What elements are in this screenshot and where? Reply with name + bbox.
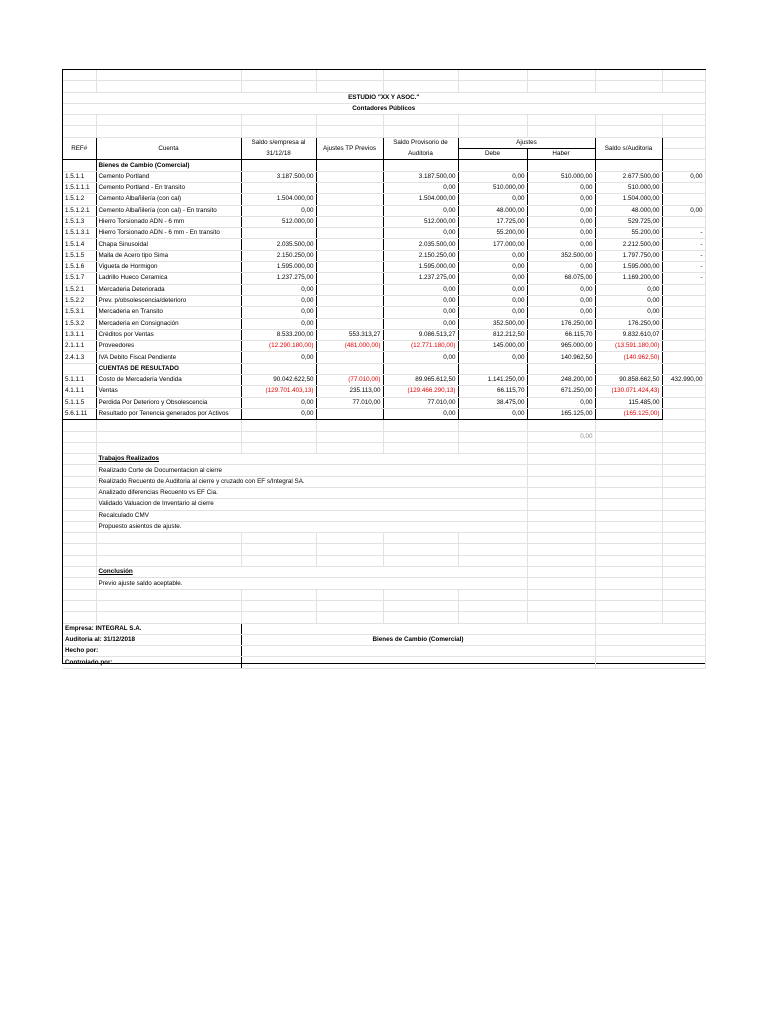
cell-sa: 48.000,00 (595, 205, 662, 216)
cell-debe: 0,00 (458, 273, 527, 284)
cell-ref: 1.5.3.1 (63, 307, 96, 318)
cell-sa: (165.125,00) (595, 408, 662, 419)
cell-cuenta: Ventas (96, 386, 241, 397)
cell-cuenta: Chapa Sinusoidal (96, 239, 241, 250)
cell-se: 0,00 (241, 352, 316, 363)
cell-sp (383, 363, 458, 374)
cell-x (662, 295, 705, 306)
cell-ref: 1.5.1.7 (63, 273, 96, 284)
table-row (63, 352, 705, 363)
cell-sp: 2.035.500,00 (383, 239, 458, 250)
cell-debe: 0,00 (458, 352, 527, 363)
cell-ref: 1.5.1.4 (63, 239, 96, 250)
cell-tp (316, 363, 383, 374)
table-row (63, 307, 705, 318)
cell-x (662, 341, 705, 352)
cell-se: 0,00 (241, 307, 316, 318)
cell-x (662, 160, 705, 171)
cell-tp (316, 262, 383, 273)
col-saldo-prov-2: Auditoria (383, 149, 458, 160)
studio-subtitle: Contadores Públicos (63, 103, 705, 114)
cell-x (662, 397, 705, 408)
cell-haber: 510.000,00 (527, 171, 595, 182)
cell-sa: 1.504.000,00 (595, 194, 662, 205)
cell-se: 8.533.200,00 (241, 329, 316, 340)
cell-cuenta: Mercaderia en Transito (96, 307, 241, 318)
table-row (63, 273, 705, 284)
cell-ref: 1.5.1.1.1 (63, 182, 96, 193)
cell-cuenta: Perdida Por Deterioro y Obsolescencia (96, 397, 241, 408)
cell-ref: 1.5.2.2 (63, 295, 96, 306)
cell-se: 2.035.500,00 (241, 239, 316, 250)
cell-debe: 48.000,00 (458, 205, 527, 216)
trabajo-item: Recalculado CMV (96, 510, 527, 521)
table-row (63, 205, 705, 216)
cell-tp (316, 194, 383, 205)
table-row (63, 239, 705, 250)
cell-tp (316, 250, 383, 261)
cell-ref: 2.1.1.1 (63, 341, 96, 352)
cell-haber (527, 160, 595, 171)
cell-sp (383, 160, 458, 171)
cell-sp: 1.595.000,00 (383, 262, 458, 273)
cell-ref: 1.5.1.2 (63, 194, 96, 205)
cell-ref: 4.1.1.1 (63, 386, 96, 397)
cell-sa: 1.797.750,00 (595, 250, 662, 261)
cell-tp: 235.113,00 (316, 386, 383, 397)
cell-sp: 0,00 (383, 284, 458, 295)
cell-debe: 352.500,00 (458, 318, 527, 329)
cell-cuenta: Vigueta de Hormigon (96, 262, 241, 273)
tiny-note: 0,00 (527, 431, 595, 442)
cell-debe: 66.115,70 (458, 386, 527, 397)
cell-tp (316, 284, 383, 295)
cell-tp (316, 239, 383, 250)
cell-x: - (662, 273, 705, 284)
cell-x: - (662, 250, 705, 261)
cell-x: - (662, 262, 705, 273)
cell-x: 432.990,00 (662, 375, 705, 386)
table-row (63, 341, 705, 352)
cell-haber: 165.125,00 (527, 408, 595, 419)
col-debe: Debe (458, 149, 527, 160)
cell-sa: 1.169.200,00 (595, 273, 662, 284)
table-row (63, 194, 705, 205)
cell-sp: 3.187.500,00 (383, 171, 458, 182)
cell-x: - (662, 228, 705, 239)
table-row (63, 182, 705, 193)
cell-cuenta: Hierro Torsionado ADN - 6 mm (96, 216, 241, 227)
cell-se: 0,00 (241, 295, 316, 306)
cell-sa: (140.962,50) (595, 352, 662, 363)
cell-x (662, 329, 705, 340)
cell-se: (129.701.403,13) (241, 386, 316, 397)
cell-tp (316, 205, 383, 216)
cell-haber: 0,00 (527, 262, 595, 273)
cell-tp (316, 307, 383, 318)
cell-sa: 0,00 (595, 284, 662, 295)
cell-haber: 0,00 (527, 194, 595, 205)
cell-cuenta: Mercaderia en Consignación (96, 318, 241, 329)
footer-controlado: Controlado por: (63, 657, 241, 668)
table-row (63, 284, 705, 295)
cell-ref: 2.4.1.3 (63, 352, 96, 363)
table-row (63, 386, 705, 397)
table-row (63, 228, 705, 239)
cell-ref: 5.1.1.5 (63, 397, 96, 408)
cell-sp: 0,00 (383, 228, 458, 239)
footer-auditoria: Auditoria al: 31/12/2018 (63, 634, 241, 645)
cell-se: 0,00 (241, 284, 316, 295)
cell-haber: 965.000,00 (527, 341, 595, 352)
cell-tp (316, 295, 383, 306)
cell-debe: 145.000,00 (458, 341, 527, 352)
cell-debe (458, 363, 527, 374)
studio-title: ESTUDIO "XX Y ASOC." (63, 92, 705, 103)
cell-se (241, 160, 316, 171)
cell-sa: 2.677.500,00 (595, 171, 662, 182)
cell-ref: 1.5.2.1 (63, 284, 96, 295)
cell-debe: 0,00 (458, 307, 527, 318)
cell-se: 0,00 (241, 318, 316, 329)
cell-sa: 0,00 (595, 295, 662, 306)
cell-haber: 0,00 (527, 182, 595, 193)
cell-sa: 115.485,00 (595, 397, 662, 408)
cell-haber: 671.250,00 (527, 386, 595, 397)
col-saldo-prov: Saldo Provisorio de (383, 137, 458, 148)
cell-haber: 0,00 (527, 216, 595, 227)
cell-ref: 1.5.1.2.1 (63, 205, 96, 216)
col-saldo-aud: Saldo s/Auditoria (595, 137, 662, 160)
cell-haber: 176.250,00 (527, 318, 595, 329)
footer-hecho: Hecho por: (63, 646, 241, 657)
col-cuenta: Cuenta (96, 137, 241, 160)
trabajo-item: Realizado Corte de Documentacion al cierre (96, 465, 527, 476)
cell-sp: (129.466.290,13) (383, 386, 458, 397)
cell-haber: 68.075,00 (527, 273, 595, 284)
cell-ref: 1.5.1.1 (63, 171, 96, 182)
cell-haber: 0,00 (527, 239, 595, 250)
cell-debe: 1.141.250,00 (458, 375, 527, 386)
cell-tp: (481.000,00) (316, 341, 383, 352)
cell-debe: 0,00 (458, 284, 527, 295)
cell-haber: 0,00 (527, 295, 595, 306)
trabajo-item: Realizado Recuento de Auditoria al cierre y cruzado con EF s/Integral SA. (96, 476, 527, 487)
cell-x (662, 408, 705, 419)
cell-x: 0,00 (662, 171, 705, 182)
col-saldo-empresa-date: 31/12/18 (241, 149, 316, 160)
cell-sp: 0,00 (383, 205, 458, 216)
cell-se (241, 363, 316, 374)
cell-se: 1.595.000,00 (241, 262, 316, 273)
cell-tp (316, 273, 383, 284)
cell-tp: 77.010,00 (316, 397, 383, 408)
cell-sp: 1.237.275,00 (383, 273, 458, 284)
cell-cuenta: Proveedores (96, 341, 241, 352)
col-haber: Haber (527, 149, 595, 160)
cell-tp (316, 216, 383, 227)
cell-tp (316, 352, 383, 363)
cell-sa: 2.212.500,00 (595, 239, 662, 250)
cell-cuenta: Cemento Albañilería (con cal) (96, 194, 241, 205)
cell-sa: 176.250,00 (595, 318, 662, 329)
cell-haber: 140.962,50 (527, 352, 595, 363)
trabajo-item: Propuesto asientos de ajuste. (96, 521, 527, 532)
cell-ref (63, 160, 96, 171)
cell-se: 1.237.275,00 (241, 273, 316, 284)
cell-sa: 9.832.610,07 (595, 329, 662, 340)
cell-ref: 1.5.1.6 (63, 262, 96, 273)
col-saldo-empresa: Saldo s/empresa al (241, 137, 316, 148)
cell-cuenta: Créditos por Ventas (96, 329, 241, 340)
cell-debe: 510.000,00 (458, 182, 527, 193)
cell-haber: 0,00 (527, 205, 595, 216)
cell-sp: 1.504.000,00 (383, 194, 458, 205)
cell-se: 0,00 (241, 408, 316, 419)
audit-grid (63, 70, 706, 669)
cell-haber: 352.500,00 (527, 250, 595, 261)
cell-sp: 0,00 (383, 352, 458, 363)
cell-sa: 0,00 (595, 307, 662, 318)
cell-debe: 0,00 (458, 295, 527, 306)
cell-sa (595, 363, 662, 374)
cell-debe: 812.212,50 (458, 329, 527, 340)
cell-debe: 0,00 (458, 262, 527, 273)
table-row (63, 408, 705, 419)
table-row (63, 363, 705, 374)
cell-sa: 1.595.000,00 (595, 262, 662, 273)
cell-sa: 529.725,00 (595, 216, 662, 227)
cell-se: 2.150.250,00 (241, 250, 316, 261)
trabajo-item: Validado Valuacion de Inventario al cierre (96, 499, 527, 510)
cell-se: 0,00 (241, 205, 316, 216)
cell-ref: 1.5.1.5 (63, 250, 96, 261)
cell-debe: 17.725,00 (458, 216, 527, 227)
cell-sa (595, 160, 662, 171)
cell-sp: 0,00 (383, 295, 458, 306)
table-row (63, 262, 705, 273)
cell-cuenta: Ladrillo Hueco Ceramica (96, 273, 241, 284)
cell-sp: 0,00 (383, 182, 458, 193)
cell-debe: 0,00 (458, 250, 527, 261)
cell-x (662, 307, 705, 318)
cell-ref: 1.5.1.3.1 (63, 228, 96, 239)
cell-x (662, 216, 705, 227)
cell-tp (316, 171, 383, 182)
cell-ref: 1.5.3.2 (63, 318, 96, 329)
cell-se: (12.290.180,00) (241, 341, 316, 352)
cell-haber: 66.115,70 (527, 329, 595, 340)
cell-debe: 177.000,00 (458, 239, 527, 250)
cell-sa: (130.071.424,43) (595, 386, 662, 397)
cell-haber: 0,00 (527, 397, 595, 408)
cell-debe: 0,00 (458, 408, 527, 419)
cell-tp (316, 228, 383, 239)
working-paper-sheet (62, 69, 706, 664)
cell-se: 90.042.622,50 (241, 375, 316, 386)
cell-sa: (13.591.180,00) (595, 341, 662, 352)
footer-empresa: Empresa: INTEGRAL S.A. (63, 623, 241, 634)
cell-x: 0,00 (662, 205, 705, 216)
cell-cuenta: Mercaderia Deteriorada (96, 284, 241, 295)
footer-section: Bienes de Cambio (Comercial) (241, 634, 595, 645)
cell-se (241, 228, 316, 239)
cell-debe: 55.200,00 (458, 228, 527, 239)
cell-haber: 248.200,00 (527, 375, 595, 386)
cell-se: 512.000,00 (241, 216, 316, 227)
cell-x (662, 363, 705, 374)
cell-cuenta: Bienes de Cambio (Comercial) (96, 160, 241, 171)
cell-cuenta: IVA Debito Fiscal Pendiente (96, 352, 241, 363)
cell-se: 3.187.500,00 (241, 171, 316, 182)
cell-haber (527, 363, 595, 374)
cell-x (662, 386, 705, 397)
table-row (63, 171, 705, 182)
cell-ref (63, 363, 96, 374)
table-row (63, 329, 705, 340)
cell-x (662, 182, 705, 193)
cell-x (662, 318, 705, 329)
cell-cuenta: Resultado por Tenencia generados por Activos (96, 408, 241, 419)
cell-sp: 2.150.250,00 (383, 250, 458, 261)
cell-haber: 0,00 (527, 307, 595, 318)
cell-sa: 90.858.662,50 (595, 375, 662, 386)
table-row (63, 318, 705, 329)
cell-ref: 5.1.1.1 (63, 375, 96, 386)
cell-sp: 89.965.612,50 (383, 375, 458, 386)
cell-ref: 1.3.1.1 (63, 329, 96, 340)
table-row (63, 397, 705, 408)
table-row (63, 250, 705, 261)
trabajos-title: Trabajos Realizados (96, 454, 527, 465)
cell-x: - (662, 239, 705, 250)
cell-se (241, 182, 316, 193)
cell-cuenta: Malla de Acero tipo Sima (96, 250, 241, 261)
conclusion-title: Conclusión (96, 567, 527, 578)
cell-sp: (12.771.180,00) (383, 341, 458, 352)
cell-debe: 0,00 (458, 171, 527, 182)
cell-sp: 512.000,00 (383, 216, 458, 227)
cell-sp: 0,00 (383, 408, 458, 419)
cell-cuenta: CUENTAS DE RESULTADO (96, 363, 241, 374)
cell-haber: 0,00 (527, 228, 595, 239)
cell-x (662, 284, 705, 295)
cell-ref: 5.6.1.11 (63, 408, 96, 419)
cell-tp (316, 408, 383, 419)
table-row (63, 216, 705, 227)
cell-tp (316, 182, 383, 193)
cell-sp: 0,00 (383, 318, 458, 329)
cell-x (662, 194, 705, 205)
cell-tp: 553.313,27 (316, 329, 383, 340)
cell-cuenta: Cemento Albañilería (con cal) - En transito (96, 205, 241, 216)
cell-ref: 1.5.1.3 (63, 216, 96, 227)
cell-debe (458, 160, 527, 171)
cell-tp (316, 160, 383, 171)
cell-cuenta: Hierro Torsionado ADN - 6 mm - En transito (96, 228, 241, 239)
cell-cuenta: Costo de Mercadería Vendida (96, 375, 241, 386)
cell-sa: 55.200,00 (595, 228, 662, 239)
cell-sa: 510.000,00 (595, 182, 662, 193)
table-row (63, 295, 705, 306)
cell-debe: 0,00 (458, 194, 527, 205)
conclusion-text: Previo ajuste saldo aceptable. (96, 578, 527, 589)
cell-sp: 0,00 (383, 307, 458, 318)
cell-se: 0,00 (241, 397, 316, 408)
cell-x (662, 352, 705, 363)
trabajo-item: Analizado diferencias Recuento vs EF Cia. (96, 487, 527, 498)
cell-debe: 38.475,00 (458, 397, 527, 408)
cell-tp (316, 318, 383, 329)
table-row (63, 375, 705, 386)
col-ref: REF# (63, 137, 96, 160)
col-ajustes: Ajustes (458, 137, 595, 148)
cell-tp: (77.010,00) (316, 375, 383, 386)
cell-cuenta: Cemento Portland (96, 171, 241, 182)
table-row (63, 160, 705, 171)
cell-haber: 0,00 (527, 284, 595, 295)
col-ajustes-tp: Ajustes TP Previos (316, 137, 383, 160)
cell-cuenta: Prev. p/obsolescencia/deterioro (96, 295, 241, 306)
cell-se: 1.504.000,00 (241, 194, 316, 205)
cell-cuenta: Cemento Portland - En transito (96, 182, 241, 193)
cell-sp: 77.010,00 (383, 397, 458, 408)
cell-sp: 9.086.513,27 (383, 329, 458, 340)
